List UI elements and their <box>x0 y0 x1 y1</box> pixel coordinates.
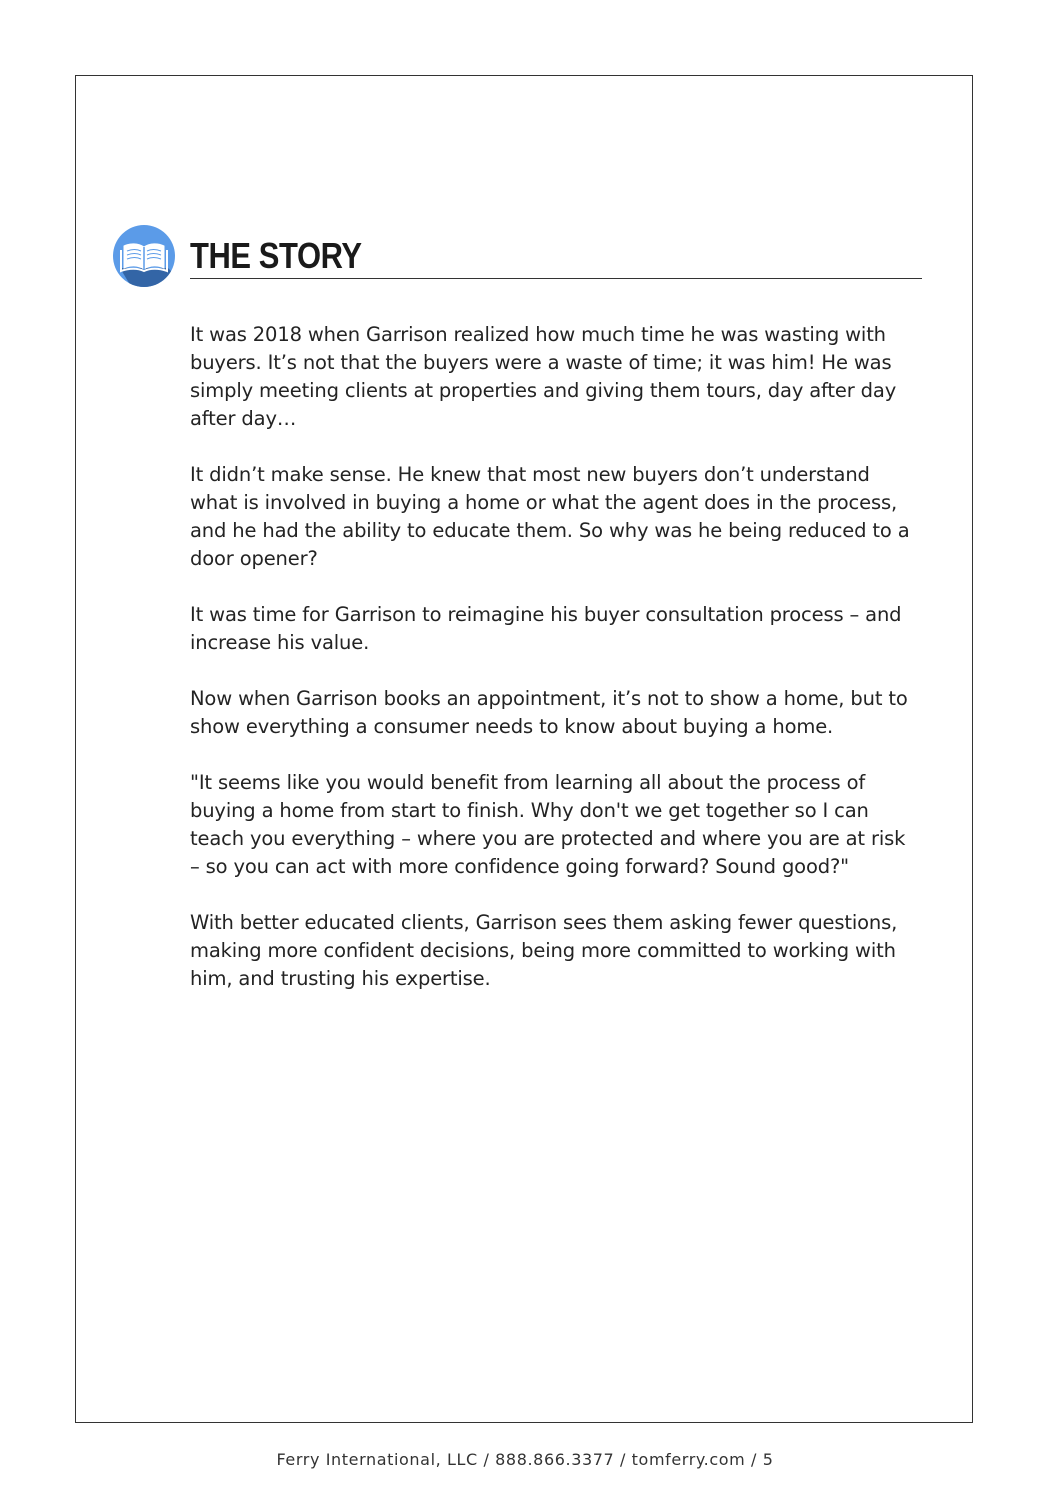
story-body <box>190 321 915 1021</box>
open-book-icon <box>112 224 176 288</box>
story-paragraph: "It seems like you would benefit from learning all about the process of buying a home from start to finish. Why don't we get together so I can teach you everything – where you are protected and where you are at risk – so you can act with more confidence going forward? Sound good?" <box>190 771 906 878</box>
story-paragraph: Now when Garrison books an appointment, it’s not to show a home, but to show everything a consumer needs to know about buying a home. <box>190 687 908 738</box>
story-paragraph: With better educated clients, Garrison sees them asking fewer questions, making more confident decisions, being more committed to working with him, and trusting his expertise. <box>190 911 898 990</box>
story-paragraph: It was 2018 when Garrison realized how much time he was wasting with buyers. It’s not that the buyers were a waste of time; it was him! He was simply meeting clients at properties and giving them tours, day after day after day… <box>190 323 897 430</box>
section-header <box>112 224 922 284</box>
page-footer: Ferry International, LLC / 888.866.3377 / tomferry.com / 5 <box>276 1450 774 1469</box>
section-title: THE STORY <box>190 235 362 276</box>
story-paragraph: It didn’t make sense. He knew that most new buyers don’t understand what is involved in buying a home or what the agent does in the process, and he had the ability to educate them. So why was he being reduced to a door opener? <box>190 463 910 570</box>
title-underline <box>190 278 922 279</box>
story-paragraph: It was time for Garrison to reimagine his buyer consultation process – and increase his value. <box>190 603 902 654</box>
